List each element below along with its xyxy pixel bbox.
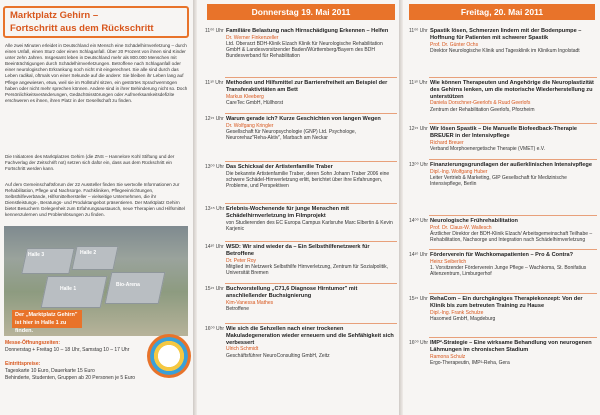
event-title: IMP²-Strategie – Eine wirksame Behandlung von neurogenen Lähmungen im chronischen Stadium bbox=[430, 340, 592, 353]
fair-hours-text: Donnerstag + Freitag 10 – 18 Uhr, Samstag 10 – 17 Uhr bbox=[5, 347, 130, 353]
marktplatz-logo bbox=[147, 334, 191, 378]
intro-paragraph-2: Die Initiatoren des Marktplatzes Gehirn (die ZNS – Hannelore Kohl Stiftung und der Fachverlag der Zeitschrift not) setzen sich dafür ein, dass aus dem Rückschritt ein Fortschritt werden kann. bbox=[5, 154, 175, 172]
event-separator bbox=[429, 159, 597, 160]
event-info: Zentrum der Rehabilitation Geerlofs, Pforzheim bbox=[430, 106, 535, 113]
event-separator bbox=[225, 241, 397, 242]
event-title: Neurologische Frührehabilitation bbox=[430, 218, 518, 224]
event-title: RehaCom – Ein durchgängiges Therapiekonzept: Von der Klinik bis zum betreuten Training zu Hause bbox=[430, 296, 583, 309]
event-title: Erlebnis-Wochenende für junge Menschen mit Schädelhirnverletzung im Filmprojekt bbox=[226, 206, 349, 219]
event-speaker: Kim-Vanessa Mathes bbox=[226, 299, 274, 306]
event-info: 1. Vorsitzender Förderverein Junge Pflege – Wachkoma, St. Bonifatius Altenzentrum, Limburgerhof bbox=[430, 265, 587, 278]
friday-column bbox=[403, 0, 600, 415]
event-time: 11³⁰ Uhr bbox=[205, 80, 224, 86]
event-title: Warum gerade ich? Kurze Geschichten von langen Wegen bbox=[226, 116, 381, 122]
event-speaker: Dipl.-Ing. Wolfgang Huber bbox=[430, 168, 488, 175]
event-info: Verband Morphoenergetische Therapie (VMET) e.V. bbox=[430, 145, 546, 152]
prices-heading: Eintrittspreise: bbox=[5, 361, 41, 367]
event-title: Das Schicksal der Artistenfamilie Traber bbox=[226, 164, 333, 170]
event-time: 14³⁰ Uhr bbox=[409, 252, 428, 258]
intro-column bbox=[0, 0, 196, 415]
event-time: 13⁰⁰ Uhr bbox=[409, 162, 429, 168]
event-separator bbox=[225, 113, 397, 114]
prices-block bbox=[5, 361, 135, 382]
event-time: 16⁰⁰ Uhr bbox=[409, 340, 429, 346]
event-time: 13⁰⁰ Uhr bbox=[205, 164, 225, 170]
event-info: Leiter Vertrieb & Marketing, GIP Gesellschaft für Medizinische Intensivpflege, Berlin bbox=[430, 175, 567, 188]
event-speaker: Daniela Dorschner-Geerlofs & Ruud Geerlofs bbox=[430, 100, 531, 107]
event-separator bbox=[225, 203, 397, 204]
event-speaker: Ramona Schulz bbox=[430, 353, 466, 360]
event-separator bbox=[225, 323, 397, 324]
event-speaker: Heinz Seiberlich bbox=[430, 258, 467, 265]
event-time: 13⁴⁵ Uhr bbox=[205, 206, 225, 212]
title-line-1: Marktplatz Gehirn – bbox=[10, 10, 99, 21]
hall-1-label: Halle 1 bbox=[60, 286, 77, 292]
event-title: Spastik lösen, Schmerzen lindern mit der Bodenpumpe – Hoffnung für Patienten mit schwerer Spastik bbox=[430, 28, 582, 41]
event-time: 11³⁰ Uhr bbox=[409, 80, 428, 86]
event-title: Finanzierungsgrundlagen der außerklinischen Intensivpflege bbox=[430, 162, 592, 168]
event-speaker: Dr. Werner Finkenzeller bbox=[226, 34, 279, 41]
event-separator bbox=[429, 123, 597, 124]
event-time: 14³⁰ Uhr bbox=[205, 244, 224, 250]
thursday-header: Donnerstag 19. Mai 2011 bbox=[207, 4, 395, 20]
event-speaker: Prof. Dr. Claus-W. Wallesch bbox=[430, 224, 492, 231]
event-info: Mitglied im Netzwerk Selbsthilfe Hirnverletzung, Zentrum für Sozialpolitik, Universität Bremen bbox=[226, 263, 389, 276]
photo-note: Der „Marktplatz Gehirn" ist hier in Halle 1 zu finden. bbox=[12, 310, 82, 328]
event-title: Methoden und Hilfsmittel zur Barrierefreiheit am Beispiel der Transferaktivitäten am Bett bbox=[226, 80, 388, 93]
aerial-photo bbox=[4, 226, 188, 336]
prices-line-1: Tageskarte 10 Euro, Dauerkarte 15 Euro bbox=[5, 368, 95, 374]
event-time: 14⁰⁰ Uhr bbox=[409, 218, 429, 224]
event-title: Buchvorstellung „C71,6 Diagnose Hirntumor" mit anschließender Buchsignierung bbox=[226, 286, 358, 299]
intro-paragraph-3: Auf dem Gemeinschaftsforum der 22 Aussteller finden Sie wertvolle Informationen zur Rehabilitation, Pflege und Nachsorge. Fachkliniken, Pflegeeinrichtungen, Selbsthilfeverbände, Hilfsmittelhersteller – vielseitige Unternehmen, die ihr Dienstleistungs-, Beratungs- und Produktangebot präsentieren. Der Marktplatz Gehirn bietet Besuchern Gelegenheit zum Erfahrungsaustausch, neue Therapien und Hilfsmittel kennenzulernen und Problemlösungen zu finden. bbox=[5, 182, 185, 218]
event-time: 11⁰⁰ Uhr bbox=[205, 28, 224, 34]
hall-2-label: Halle 2 bbox=[80, 250, 97, 256]
bio-arena-label: Bio-Arena bbox=[116, 282, 140, 288]
intro-paragraph-1: Alle zwei Minuten erleidet in Deutschland ein Mensch eine Schädelhirnverletzung – durch einen Unfall, einen Sturz oder einen Schlaganfall. Über 20 Prozent von ihnen sind Kinder unter zehn Jahren. Insgesamt leben in Deutschland mehr als 800.000 Menschen mit Beeinträchtigungen durch Schädelhirnverletzungen. Betroffene nach Schlaganfall oder einer neurologischen Erkrankung noch nicht mit eingerechnet. Sie alle sind durch das Leben radikal, oftmals von einer Sekunde auf die andere: Sie bleiben ihr Leben lang auf Pflege angewiesen, etwa, weil sie im Rollstuhl sitzen, ein gestörtes Sprachvermögen haben oder nicht mehr sprechen können. Andere sind in ihrer Behinderung nicht so. Doch Persönlichkeitsveränderungen, Gedächtnisstörungen oder Aufmerksamkeitsdefizite erschweren es ihnen, ihren Platz in der Gesellschaft zu finden. bbox=[5, 43, 188, 103]
event-info: Ärztlicher Direktor der BDH-Klinik Elzach/ Arbeitsgemeinschaft Teilhabe – Rehabilitation, Nachsorge und Integration nach Schädelhirnverletzung bbox=[430, 231, 593, 244]
event-time: 12¹⁵ Uhr bbox=[409, 126, 428, 132]
event-time: 15¹⁵ Uhr bbox=[409, 296, 428, 302]
event-speaker: Dr. Wolfgang Kringler bbox=[226, 122, 274, 129]
event-time: 16⁰⁰ Uhr bbox=[205, 326, 225, 332]
event-time: 11⁰⁰ Uhr bbox=[409, 28, 428, 34]
hall-1-roof bbox=[41, 276, 108, 308]
event-separator bbox=[429, 293, 597, 294]
event-time: 15¹⁵ Uhr bbox=[205, 286, 224, 292]
event-info: Geschäftsführer NeuroConsulting GmbH, Zeitz bbox=[226, 352, 330, 359]
event-info: Gesellschaft für Neuropsychologie (GNP) Ltd. Psychologe, Neurorehaz"Reha-Aktiv", Marbach am Neckar bbox=[226, 129, 357, 142]
event-title: Wir lösen Spastik – Die Manuelle Biofeedback-Therapie BREUER in der Intensivpflege bbox=[430, 126, 577, 139]
event-info: Direktor Neurologische Klinik und Tagesklinik im Klinikum Ingolstadt bbox=[430, 47, 580, 54]
event-title: WSD: Wir sind wieder da – Ein Selbsthilfenetzwerk für Betroffene bbox=[226, 244, 370, 257]
event-separator bbox=[225, 161, 397, 162]
fair-hours-heading: Messe-Öffnungszeiten: bbox=[5, 340, 61, 346]
bio-arena-roof bbox=[105, 272, 166, 304]
event-separator bbox=[225, 77, 397, 78]
event-separator bbox=[429, 77, 597, 78]
event-info: von Studierenden des EC Europa Campus Karlsruhe Marc Elbertin & Kevin Karjenic bbox=[226, 219, 393, 232]
title-box bbox=[3, 6, 189, 38]
event-info: Betroffene bbox=[226, 305, 249, 312]
fair-hours-block bbox=[5, 340, 129, 354]
event-speaker: Dr. Peter Roy bbox=[226, 257, 257, 264]
event-info: Ltd. Oberarzt BDH-Klinik Elzach Klinik für Neurologische Rehabilitation GmbH & Landesvorsitzender Baden/Württemberg/Bayern des BDH Bundesverband für Rehabilitation bbox=[226, 41, 383, 60]
event-title: Wie können Therapeuten und Angehörige die Neuroplastizität des Gehirns lenken, um die motorische Wiederherstellung zu unterstützen bbox=[430, 80, 594, 100]
event-separator bbox=[429, 249, 597, 250]
title-line-2: Fortschritt aus dem Rückschritt bbox=[10, 23, 154, 34]
event-title: Wie sich die Sehzellen nach einer trockenen Makuladegeneration wieder erneuern und die Sehfähigkeit sich verbessert bbox=[226, 326, 394, 346]
event-separator bbox=[429, 337, 597, 338]
event-speaker: Prof. Dr. Günter Ochs bbox=[430, 41, 479, 48]
event-speaker: Dipl.-Ing. Frank Schulze bbox=[430, 309, 484, 316]
event-title: Förderverein für Wachkomapatienten – Pro & Contra? bbox=[430, 252, 574, 258]
event-speaker: Markus Kleeberg bbox=[226, 93, 264, 100]
hall-3-label: Halle 3 bbox=[28, 252, 45, 258]
event-title: Familiäre Belastung nach Hirnschädigung Erkennen – Helfen bbox=[226, 28, 389, 34]
thursday-column bbox=[197, 0, 402, 415]
event-info: Ergo-Therapeutin, IMP²-Reha, Gera bbox=[430, 359, 510, 366]
event-separator bbox=[429, 215, 597, 216]
event-info: CareTec GmbH, Hüllhorst bbox=[226, 99, 283, 106]
event-speaker: Richard Breuer bbox=[430, 139, 464, 146]
event-info: Die bekannte Artistenfamilie Traber, deren Sohn Johann Traber 2006 eine schwere Schädel-Hirnverletzung erlitt, berichtet über ihre Erfahrungen, Probleme, und Perspektiven bbox=[226, 170, 390, 190]
event-speaker: Ulrich Schmidt bbox=[226, 346, 259, 353]
friday-header: Freitag, 20. Mai 2011 bbox=[409, 4, 595, 20]
event-time: 12¹⁵ Uhr bbox=[205, 116, 224, 122]
event-info: Hasomed GmbH, Magdeburg bbox=[430, 315, 496, 322]
event-separator bbox=[225, 283, 397, 284]
prices-line-2: Behinderte, Studenten, Gruppen ab 20 Personen je 5 Euro bbox=[5, 375, 136, 381]
